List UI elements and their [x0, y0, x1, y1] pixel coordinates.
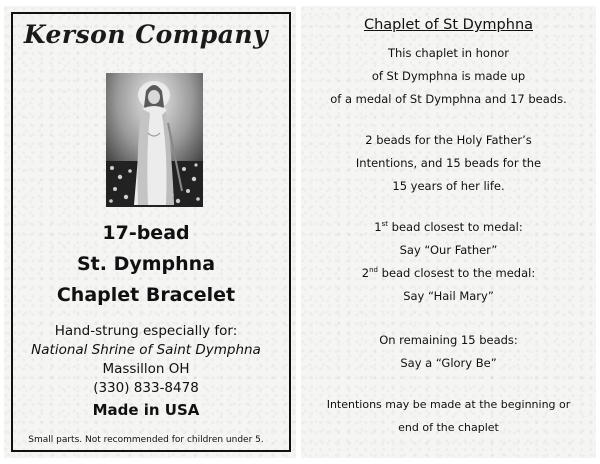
first-bead-prayer: Say “Our Father” [399, 243, 498, 257]
saint-portrait-illustration [106, 73, 203, 207]
shrine-phone: (330) 833-8478 [93, 380, 199, 396]
first-bead-text: bead closest to medal: [388, 220, 523, 234]
closing-line-2: end of the chaplet [398, 421, 499, 434]
remaining-beads-prayer: Say a “Glory Be” [400, 356, 497, 370]
second-bead-prayer: Say “Hail Mary” [403, 289, 494, 303]
second-bead-suffix: nd [369, 266, 378, 275]
shrine-city: Massillon OH [102, 361, 190, 377]
closing-line-1: Intentions may be made at the beginning or [326, 398, 571, 411]
first-bead-suffix: st [381, 220, 388, 229]
remaining-beads-line: On remaining 15 beads: [379, 333, 518, 347]
product-title-line-1: 17-bead [102, 222, 190, 244]
safety-warning: Small parts. Not recommended for children under 5. [28, 435, 264, 445]
beads-line-2: Intentions, and 15 beads for the [355, 156, 542, 170]
beads-line-3: 15 years of her life. [392, 179, 505, 193]
shrine-name: National Shrine of Saint Dymphna [31, 342, 261, 358]
second-bead-number: 2 [361, 266, 370, 280]
product-title-line-3: Chaplet Bracelet [56, 284, 236, 306]
brand-logo-text: Kerson Company [23, 20, 269, 49]
first-bead-number: 1 [374, 220, 382, 234]
hand-strung-text: Hand-strung especially for: [54, 323, 238, 339]
saint-portrait-image [106, 73, 203, 207]
made-in-label: Made in USA [92, 401, 200, 419]
product-title-line-2: St. Dymphna [76, 253, 216, 275]
beads-line-1: 2 beads for the Holy Father’s [365, 133, 532, 147]
intro-line-3: of a medal of St Dymphna and 17 beads. [330, 92, 567, 106]
second-bead-text: bead closest to the medal: [377, 266, 536, 280]
intro-line-2: of St Dymphna is made up [371, 69, 526, 83]
chaplet-heading: Chaplet of St Dymphna [363, 17, 534, 33]
second-bead-line [301, 266, 596, 280]
first-bead-line [301, 220, 596, 234]
intro-line-1: This chaplet in honor [387, 46, 510, 60]
